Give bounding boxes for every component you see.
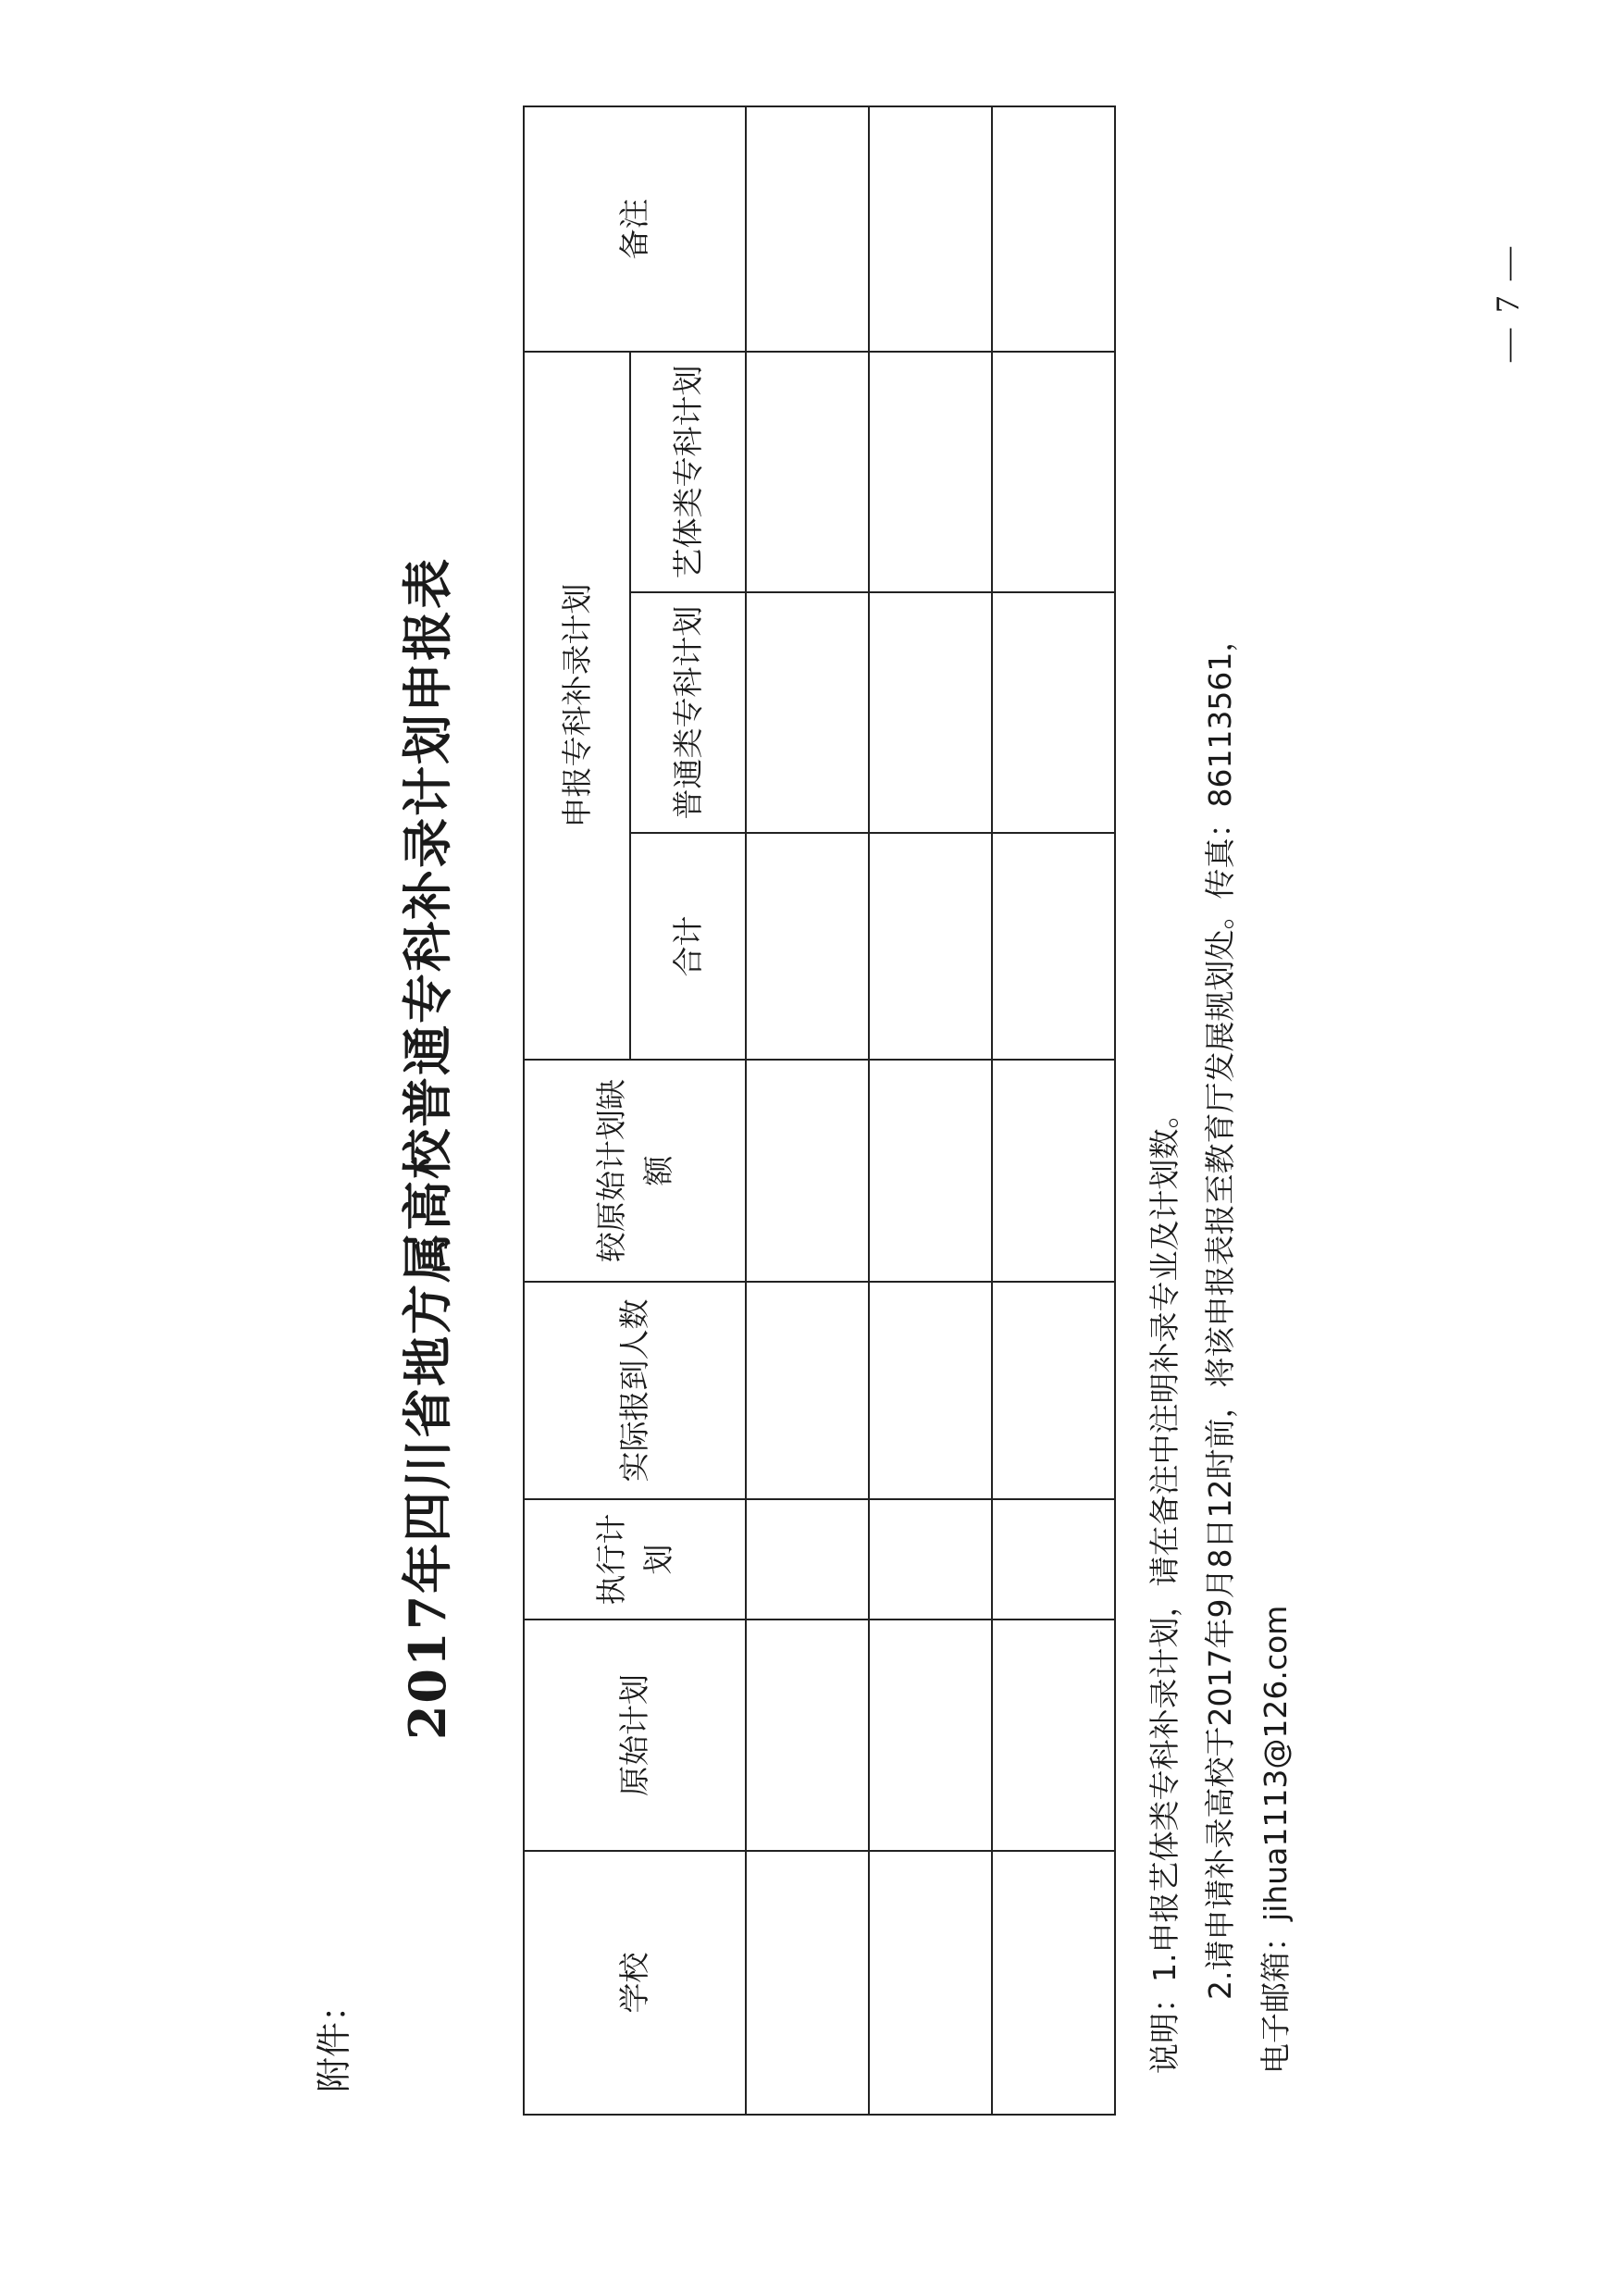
header-school: 学校: [524, 1851, 746, 2115]
table-cell: [869, 1620, 992, 1851]
attachment-label: 附件：: [314, 1986, 354, 2092]
application-table: [523, 105, 1116, 2116]
table-row: [746, 106, 869, 2115]
table-cell: [869, 1282, 992, 1499]
table-cell: [992, 352, 1115, 592]
table-cell: [992, 1851, 1115, 2115]
table-cell: [746, 352, 869, 592]
table-row: [992, 106, 1115, 2115]
header-total: 合计: [630, 833, 746, 1060]
table-cell: [746, 1851, 869, 2115]
table-cell: [746, 1620, 869, 1851]
header-actual-enrolled: 实际报到人数: [524, 1282, 746, 1499]
notes-section: [1143, 242, 1309, 2074]
table-cell: [992, 1499, 1115, 1620]
header-executed-plan: 执行计划: [524, 1499, 746, 1620]
page-number: — 7 —: [1489, 243, 1526, 362]
table-cell: [992, 1620, 1115, 1851]
page-title: 2017年四川省地方属高校普通专科补录计划申报表: [398, 556, 457, 1741]
table-cell: [869, 833, 992, 1060]
table-cell: [869, 106, 992, 352]
header-shortfall: 较原始计划缺额: [524, 1060, 746, 1282]
table-cell: [992, 106, 1115, 352]
note-line-1: 说明：1.申报艺体类专科补录计划，请在备注中注明补录专业及计划数。: [1146, 1098, 1183, 2074]
table-cell: [869, 592, 992, 833]
table-cell: [746, 1282, 869, 1499]
table-cell: [869, 1851, 992, 2115]
header-art-sports-plan: 艺体类专科计划: [630, 352, 746, 592]
table-cell: [869, 1499, 992, 1620]
table-cell: [746, 833, 869, 1060]
table-cell: [869, 352, 992, 592]
table-row: [869, 106, 992, 2115]
note-line-2: 2.请申请补录高校于2017年9月8日12时前，将该申报表报至教育厅发展规划处。传真：86113561，: [1201, 621, 1238, 2000]
header-remarks: 备注: [524, 106, 746, 352]
table-cell: [746, 1060, 869, 1282]
header-original-plan: 原始计划: [524, 1620, 746, 1851]
header-supplementary-plan: 申报专科补录计划: [524, 352, 630, 1060]
table-cell: [992, 1060, 1115, 1282]
table-cell: [746, 592, 869, 833]
table-cell: [746, 106, 869, 352]
note-line-email: 电子邮箱：jihua1113@126.com: [1257, 1605, 1294, 2074]
table-cell: [869, 1060, 992, 1282]
table-cell: [992, 592, 1115, 833]
table-cell: [746, 1499, 869, 1620]
table-cell: [992, 833, 1115, 1060]
table-cell: [992, 1282, 1115, 1499]
header-general-plan: 普通类专科计划: [630, 592, 746, 833]
